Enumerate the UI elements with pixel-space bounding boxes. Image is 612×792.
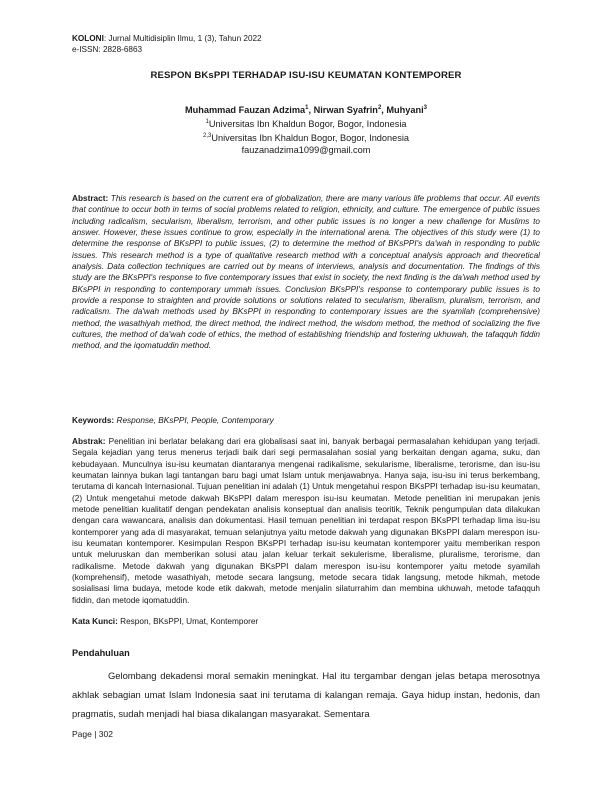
body-paragraph: Gelombang dekadensi moral semakin meningkat. Hal itu tergambar dengan jelas betapa merosotnya akhlak sebagian umat Islam Indonesia saat ini terutama di kalangan remaja. Gaya hidup instan, hedonis, dan pragmatis, sudah menjadi hal biasa dikalangan masyarakat. Sementara (72, 670, 540, 720)
author-email: fauzanadzima1099@gmail.com (241, 145, 371, 156)
affiliation-2 (72, 130, 540, 144)
katakunci-text: Respon, BKsPPI, Umat, Kontemporer (117, 617, 259, 626)
paper-title: RESPON BKsPPI TERHADAP ISU-ISU KEUMATAN KONTEMPORER (150, 70, 462, 81)
author-1: Muhammad Fauzan Adzima (185, 105, 306, 116)
author-block (72, 102, 540, 156)
affiliation-1 (72, 116, 540, 130)
author-names (72, 102, 540, 116)
author-1-sup: 1 (305, 105, 309, 111)
journal-header (72, 33, 262, 55)
abstract-text: This research is based on the current era of globalization, there are many various life problems that occur. All events that continue to occur both in terms of social problems related to religion, ethnicity, and culture. The emergence of public issues including radicalism, secularism, liberalism, terrorism, and other public issues is no longer a new challenge for Muslims to answer. However, these issues continue to grow, especially in the international arena. The objectives of this study were (1) to determine the response of BKsPPI to public issues, (2) to determine the method of BKsPPI's da'wah in responding to public issues. This research method is a type of qualitative research method with a conceptual analysis approach and theoretical analysis. Data collection techniques are carried out by means of interviews, analysis and documentation. The findings of this study are the BKsPPI's response to five contemporary issues that exist in society, the next finding is the da'wah method used by BKsPPI in responding to contemporary ummah issues. Conclusion BKsPPI's response to contemporary public issues is to provide a response to straighten and provide solutions or solutions related to secularism, liberalism, pluralism, terrorism, and radicalism. The da'wah methods used by BKsPPI in responding to contemporary issues are the syamilah (comprehensive) method, the wasathiyah method, the direct method, the indirect method, the wisdom method, the method of socializing the five cultures, the method of da'wah code of ethics, the method of establishing friendship and fostering ukhuwah, the tafaqquh fiddin method, and the iqomatuddin method. (72, 194, 540, 351)
journal-name: KOLONI (72, 34, 104, 43)
journal-citation (72, 33, 262, 44)
abstract-english (72, 193, 540, 352)
abstrak-label: Abstrak: (72, 437, 106, 446)
abstrak-text: Penelitian ini berlatar belakang dari era globalisasi saat ini, banyak berbagai permasalahan kehidupan yang terjadi. Segala kejadian yang terus menerus terjadi baik dari segi permasalahan sosial yang berkaitan dengan agama, suku, dan kebudayaan. Munculnya isu-isu keumatan diantaranya mengenai radikalisme, sekularisme, liberalisme, terorisme, dan isu-isu keumatan lainnya bukan lagi tantangan baru bagi umat Islam untuk menjawabnya. Hanya saja, isu-isu ini terus berkembang, terutama di kancah Internasional. Tujuan penelitian ini adalah (1) Untuk mengetahui respon BKsPPI terhadap isu-isu keumatan, (2) Untuk mengetahui metode dakwah BKsPPI dalam merespon isu-isu keumatan. Metode penelitian ini merupakan jenis metode penelitian kualitatif dengan pendekatan analisis konseptual dan analisis teoritik, Teknik pengumpulan data dilakukan dengan cara wawancara, analisis dan dokumentasi. Hasil temuan penelitian ini terdapat respon BKsPPI terhadap lima isu-isu kontemporer yang ada di masyarakat, temuan selanjutnya yaitu metode dakwah yang digunakan BKsPPI dalam merespon isu-isu keumatan kontemporer. Kesimpulan Respon BKsPPI terhadap isu-isu keumatan kontemporer yaitu memberikan respon untuk meluruskan dan memberikan solusi atau jalan keluar terkait sekulerisme, liberalisme, pluralisme, terorisme, dan radikalisme. Metode dakwah yang digunakan BKsPPI dalam merespon isu-isu kontemporer yaitu metode syamilah (komprehensif), metode wasathiyah, metode secara langsung, metode secara tidak langsung, metode hikmah, metode sosialisasi lima budaya, metode kode etik dakwah, metode menjalin silaturrahim dan membina ukhuwah, metode tafaqquh fiddin, dan metode iqomatuddin. (72, 437, 540, 605)
author-2: Nirwan Syafrin (313, 105, 378, 116)
journal-issn: e-ISSN: 2828-6863 (72, 45, 143, 54)
author-separator: , (308, 105, 314, 116)
affiliation-1-text: Universitas Ibn Khaldun Bogor, Bogor, Indonesia (208, 119, 407, 130)
keywords-indonesian (72, 617, 540, 626)
author-3: Muhyani (386, 105, 424, 116)
page-number: Page | 302 (72, 729, 113, 739)
author-separator: , (381, 105, 387, 116)
keywords-text: Response, BKsPPI, People, Contemporary (114, 416, 274, 425)
keywords-english (72, 416, 540, 425)
abstract-label: Abstract: (72, 194, 109, 203)
abstract-indonesian (72, 436, 540, 606)
author-2-sup: 2 (377, 105, 382, 111)
author-3-sup: 3 (423, 105, 427, 111)
keywords-label: Keywords: (72, 416, 115, 425)
affiliation-1-sup: 1 (205, 119, 209, 126)
section-heading: Pendahuluan (72, 648, 130, 658)
journal-info: : Jurnal Multidisiplin Ilmu, 1 (3), Tahun 2022 (103, 34, 262, 43)
katakunci-label: Kata Kunci: (72, 617, 118, 626)
affiliation-2-sup: 2,3 (202, 133, 212, 140)
affiliation-2-text: Universitas Ibn Khaldun Bogor, Bogor, Indonesia (211, 133, 409, 144)
